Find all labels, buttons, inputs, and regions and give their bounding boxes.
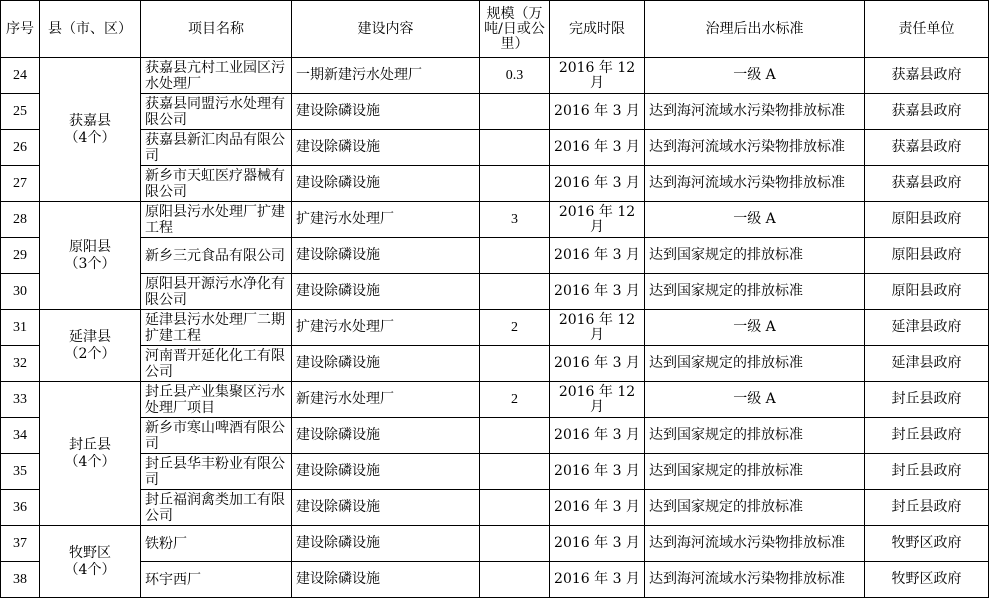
header-standard: 治理后出水标准 (645, 1, 865, 58)
deadline: 2016 年 12 月 (550, 202, 645, 238)
header-county: 县（市、区） (40, 1, 141, 58)
project-name: 封丘县华丰粉业有限公司 (141, 454, 292, 490)
table-body (1, 58, 989, 598)
row-no: 30 (1, 274, 40, 310)
deadline: 2016 年 3 月 (550, 562, 645, 598)
construction-content: 建设除磷设施 (292, 562, 480, 598)
scale-value (480, 238, 550, 274)
row-no: 26 (1, 130, 40, 166)
responsible-unit: 原阳县政府 (865, 274, 989, 310)
county-name: 原阳县 (69, 238, 111, 255)
responsible-unit: 获嘉县政府 (865, 94, 989, 130)
project-name: 获嘉县新汇肉品有限公司 (141, 130, 292, 166)
table-row (1, 382, 989, 418)
construction-content: 建设除磷设施 (292, 526, 480, 562)
effluent-standard: 达到国家规定的排放标准 (645, 238, 865, 274)
project-name: 新乡市天虹医疗器械有限公司 (141, 166, 292, 202)
row-no: 28 (1, 202, 40, 238)
table-row (1, 310, 989, 346)
project-name: 新乡三元食品有限公司 (141, 238, 292, 274)
county-name: 延津县 (69, 328, 111, 345)
effluent-standard: 达到海河流域水污染物排放标准 (645, 94, 865, 130)
table-row (1, 94, 989, 130)
row-no: 34 (1, 418, 40, 454)
table-row (1, 490, 989, 526)
county-name: 牧野区 (69, 544, 111, 561)
project-name: 获嘉县亢村工业园区污水处理厂 (141, 58, 292, 94)
project-name: 河南晋开延化化工有限公司 (141, 346, 292, 382)
effluent-standard: 达到海河流域水污染物排放标准 (645, 166, 865, 202)
construction-content: 建设除磷设施 (292, 94, 480, 130)
effluent-standard: 达到海河流域水污染物排放标准 (645, 130, 865, 166)
row-no: 25 (1, 94, 40, 130)
table-row (1, 166, 989, 202)
responsible-unit: 延津县政府 (865, 346, 989, 382)
project-name: 环宇西厂 (141, 562, 292, 598)
table-row (1, 58, 989, 94)
construction-content: 建设除磷设施 (292, 346, 480, 382)
responsible-unit: 获嘉县政府 (865, 130, 989, 166)
header-project: 项目名称 (141, 1, 292, 58)
county-cell (40, 58, 141, 202)
scale-value: 2 (480, 310, 550, 346)
responsible-unit: 原阳县政府 (865, 238, 989, 274)
deadline: 2016 年 3 月 (550, 346, 645, 382)
scale-value: 3 (480, 202, 550, 238)
effluent-standard: 一级 A (645, 58, 865, 94)
row-no: 32 (1, 346, 40, 382)
deadline: 2016 年 3 月 (550, 238, 645, 274)
responsible-unit: 原阳县政府 (865, 202, 989, 238)
scale-value (480, 418, 550, 454)
scale-value (480, 526, 550, 562)
project-name: 新乡市寒山啤酒有限公司 (141, 418, 292, 454)
deadline: 2016 年 3 月 (550, 274, 645, 310)
header-deadline: 完成时限 (550, 1, 645, 58)
responsible-unit: 封丘县政府 (865, 490, 989, 526)
effluent-standard: 达到国家规定的排放标准 (645, 274, 865, 310)
responsible-unit: 封丘县政府 (865, 418, 989, 454)
effluent-standard: 达到海河流域水污染物排放标准 (645, 526, 865, 562)
county-count: （4个） (64, 561, 116, 578)
project-name: 封丘县产业集聚区污水处理厂项目 (141, 382, 292, 418)
county-cell (40, 382, 141, 526)
effluent-standard: 达到国家规定的排放标准 (645, 454, 865, 490)
project-name: 铁粉厂 (141, 526, 292, 562)
county-name: 获嘉县 (69, 112, 111, 129)
row-no: 24 (1, 58, 40, 94)
row-no: 35 (1, 454, 40, 490)
effluent-standard: 达到国家规定的排放标准 (645, 418, 865, 454)
construction-content: 建设除磷设施 (292, 490, 480, 526)
county-name: 封丘县 (69, 436, 111, 453)
project-name: 获嘉县同盟污水处理有限公司 (141, 94, 292, 130)
row-no: 37 (1, 526, 40, 562)
scale-value (480, 274, 550, 310)
construction-content: 建设除磷设施 (292, 238, 480, 274)
deadline: 2016 年 12 月 (550, 382, 645, 418)
county-count: （4个） (64, 129, 116, 146)
deadline: 2016 年 3 月 (550, 454, 645, 490)
responsible-unit: 牧野区政府 (865, 526, 989, 562)
construction-content: 新建污水处理厂 (292, 382, 480, 418)
scale-value (480, 490, 550, 526)
table-row (1, 238, 989, 274)
county-count: （4个） (64, 453, 116, 470)
project-name: 原阳县开源污水净化有限公司 (141, 274, 292, 310)
table-row (1, 418, 989, 454)
project-name: 延津县污水处理厂二期扩建工程 (141, 310, 292, 346)
header-row (1, 1, 989, 58)
effluent-standard: 一级 A (645, 382, 865, 418)
responsible-unit: 获嘉县政府 (865, 166, 989, 202)
responsible-unit: 延津县政府 (865, 310, 989, 346)
scale-value (480, 562, 550, 598)
responsible-unit: 获嘉县政府 (865, 58, 989, 94)
deadline: 2016 年 3 月 (550, 130, 645, 166)
construction-content: 建设除磷设施 (292, 454, 480, 490)
table-row (1, 562, 989, 598)
header-unit: 责任单位 (865, 1, 989, 58)
row-no: 31 (1, 310, 40, 346)
header-scale: 规模（万吨/日或公里） (480, 1, 550, 58)
scale-value (480, 346, 550, 382)
header-content: 建设内容 (292, 1, 480, 58)
county-count: （3个） (64, 255, 116, 272)
deadline: 2016 年 12 月 (550, 310, 645, 346)
row-no: 29 (1, 238, 40, 274)
project-name: 原阳县污水处理厂扩建工程 (141, 202, 292, 238)
scale-value: 0.3 (480, 58, 550, 94)
effluent-standard: 达到海河流域水污染物排放标准 (645, 562, 865, 598)
construction-content: 扩建污水处理厂 (292, 310, 480, 346)
county-cell (40, 526, 141, 598)
deadline: 2016 年 3 月 (550, 418, 645, 454)
table-row (1, 454, 989, 490)
county-cell (40, 310, 141, 382)
header-no: 序号 (1, 1, 40, 58)
scale-value (480, 130, 550, 166)
responsible-unit: 封丘县政府 (865, 454, 989, 490)
row-no: 36 (1, 490, 40, 526)
construction-content: 建设除磷设施 (292, 130, 480, 166)
table-row (1, 346, 989, 382)
table-row (1, 274, 989, 310)
construction-content: 建设除磷设施 (292, 166, 480, 202)
scale-value (480, 166, 550, 202)
deadline: 2016 年 3 月 (550, 94, 645, 130)
responsible-unit: 牧野区政府 (865, 562, 989, 598)
effluent-standard: 一级 A (645, 202, 865, 238)
deadline: 2016 年 3 月 (550, 490, 645, 526)
effluent-standard: 一级 A (645, 310, 865, 346)
deadline: 2016 年 3 月 (550, 166, 645, 202)
scale-value (480, 454, 550, 490)
effluent-standard: 达到国家规定的排放标准 (645, 346, 865, 382)
table-row (1, 130, 989, 166)
row-no: 27 (1, 166, 40, 202)
effluent-standard: 达到国家规定的排放标准 (645, 490, 865, 526)
deadline: 2016 年 3 月 (550, 526, 645, 562)
row-no: 38 (1, 562, 40, 598)
table-row (1, 526, 989, 562)
construction-content: 建设除磷设施 (292, 418, 480, 454)
construction-content: 扩建污水处理厂 (292, 202, 480, 238)
responsible-unit: 封丘县政府 (865, 382, 989, 418)
deadline: 2016 年 12 月 (550, 58, 645, 94)
project-name: 封丘福润禽类加工有限公司 (141, 490, 292, 526)
construction-content: 建设除磷设施 (292, 274, 480, 310)
table-row (1, 202, 989, 238)
construction-content: 一期新建污水处理厂 (292, 58, 480, 94)
county-count: （2个） (64, 345, 116, 362)
scale-value: 2 (480, 382, 550, 418)
scale-value (480, 94, 550, 130)
county-cell (40, 202, 141, 310)
row-no: 33 (1, 382, 40, 418)
